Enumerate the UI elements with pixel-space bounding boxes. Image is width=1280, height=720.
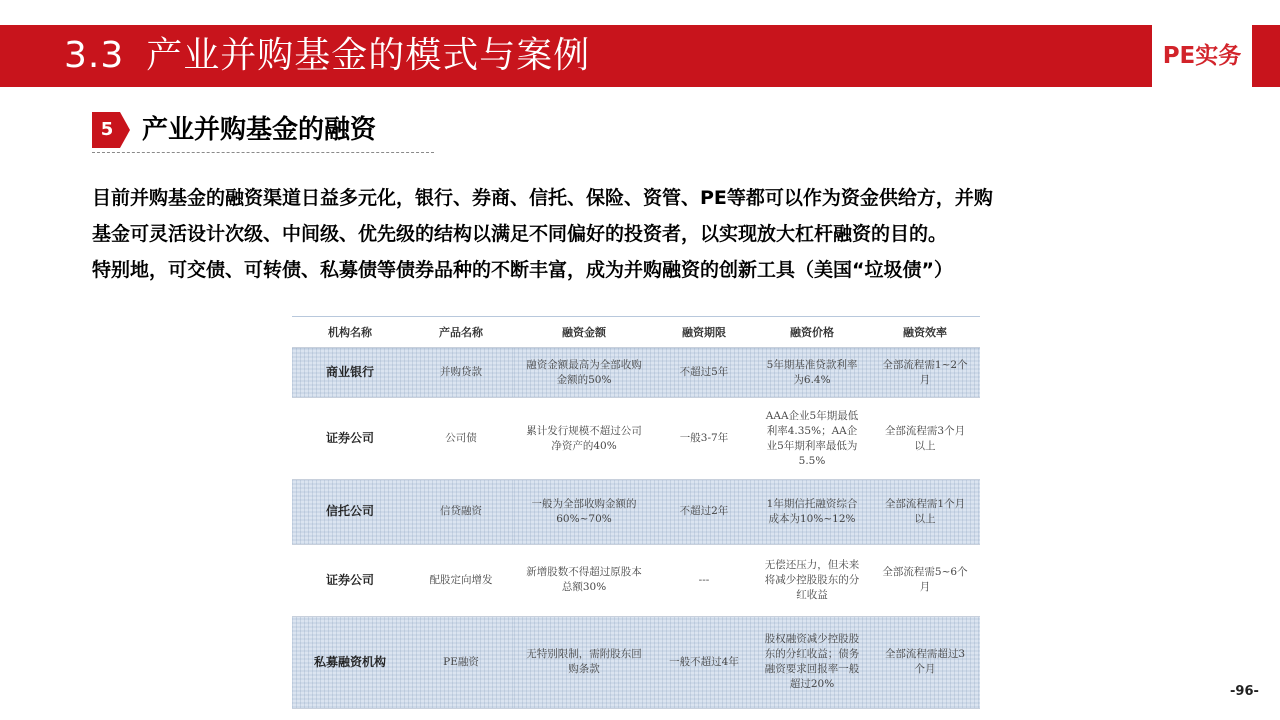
header-bar-tail <box>1252 25 1280 87</box>
table-row <box>292 348 980 398</box>
table-cell: 公司债 <box>408 398 514 480</box>
paragraph-line: 目前并购基金的融资渠道日益多元化，银行、券商、信托、保险、资管、PE等都可以作为资金供给方，并购 <box>92 187 993 209</box>
table-cell: 私募融资机构 <box>292 616 408 708</box>
table-cell: 证券公司 <box>292 398 408 480</box>
table-cell: 全部流程需超过3个月 <box>870 616 980 708</box>
paragraph-line: 基金可灵活设计次级、中间级、优先级的结构以满足不同偏好的投资者，以实现放大杠杆融资的目的。 <box>92 223 948 245</box>
table-header-row <box>292 317 980 348</box>
table-cell: AAA企业5年期最低利率4.35%；AA企业5年期利率最低为5.5% <box>754 398 870 480</box>
table-cell: 配股定向增发 <box>408 544 514 616</box>
table-header-cell: 融资效率 <box>870 317 980 348</box>
table-cell: 无偿还压力，但未来将减少控股股东的分红收益 <box>754 544 870 616</box>
section-title: 产业并购基金的融资 <box>142 115 377 145</box>
table-cell: 信贷融资 <box>408 480 514 544</box>
table-cell: 全部流程需1个月以上 <box>870 480 980 544</box>
table-cell: 一般3-7年 <box>654 398 754 480</box>
table-cell: 一般为全部收购金额的60%~70% <box>514 480 654 544</box>
table-cell: 累计发行规模不超过公司净资产的40% <box>514 398 654 480</box>
section-badge-number: 5 <box>100 119 114 140</box>
table-cell: 全部流程需3个月以上 <box>870 398 980 480</box>
section-number: 3.3 <box>64 35 125 76</box>
table-cell: 股权融资减少控股股东的分红收益；债务融资要求回报率一般超过20% <box>754 616 870 708</box>
financing-table <box>292 316 980 709</box>
brand-logo: PE实务 <box>1152 25 1252 87</box>
table-cell: 新增股数不得超过原股本总额30% <box>514 544 654 616</box>
table-cell: 并购贷款 <box>408 348 514 398</box>
page-title-text: 产业并购基金的模式与案例 <box>146 35 591 76</box>
table-cell: 一般不超过4年 <box>654 616 754 708</box>
table-cell: 全部流程需5~6个月 <box>870 544 980 616</box>
table-header-cell: 融资金额 <box>514 317 654 348</box>
table-cell: 1年期信托融资综合成本为10%~12% <box>754 480 870 544</box>
table-cell: --- <box>654 544 754 616</box>
table-cell: 不超过2年 <box>654 480 754 544</box>
table-cell: 融资金额最高为全部收购金额的50% <box>514 348 654 398</box>
table-cell: 商业银行 <box>292 348 408 398</box>
table-header-cell: 机构名称 <box>292 317 408 348</box>
table-header-cell: 产品名称 <box>408 317 514 348</box>
table-row <box>292 616 980 708</box>
table-cell: 5年期基准贷款利率为6.4% <box>754 348 870 398</box>
paragraph-line: 特别地，可交债、可转债、私募债等债券品种的不断丰富，成为并购融资的创新工具（美国“垃圾债”） <box>92 259 953 281</box>
table-row <box>292 480 980 544</box>
table-header-cell: 融资价格 <box>754 317 870 348</box>
table-cell: 信托公司 <box>292 480 408 544</box>
table-header-cell: 融资期限 <box>654 317 754 348</box>
table-cell: 不超过5年 <box>654 348 754 398</box>
section-heading <box>92 108 434 153</box>
page-number: -96- <box>1230 684 1259 699</box>
table-cell: 证券公司 <box>292 544 408 616</box>
page-title <box>64 25 590 87</box>
table-cell: 无特别限制，需附股东回购条款 <box>514 616 654 708</box>
table-cell: 全部流程需1~2个月 <box>870 348 980 398</box>
table-row <box>292 398 980 480</box>
body-text <box>92 180 1252 288</box>
table-cell: PE融资 <box>408 616 514 708</box>
table-row <box>292 544 980 616</box>
